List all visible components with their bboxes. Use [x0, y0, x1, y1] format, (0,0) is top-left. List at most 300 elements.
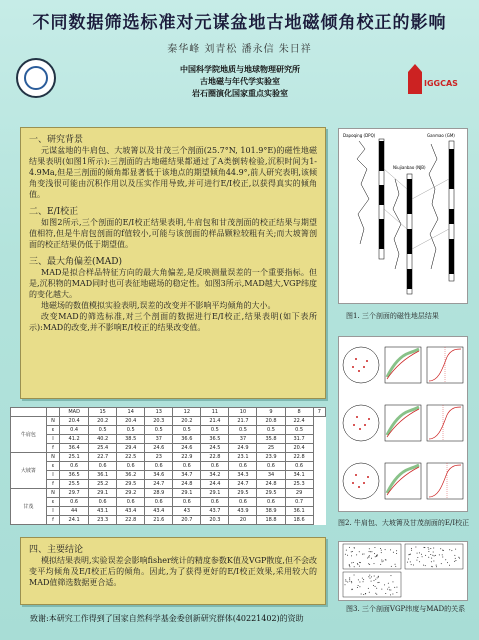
table-header-cell: 7	[313, 408, 325, 417]
figure1-col-title: Niujianbao (NJB)	[393, 165, 426, 170]
table-cell: 41.2	[60, 435, 89, 444]
table-cell: 0.6	[229, 498, 257, 507]
table-cell: 43.9	[229, 507, 257, 516]
scatter-point	[375, 556, 376, 557]
table-cell: 20.4	[285, 444, 313, 453]
logo-right-text: IGGCAS	[424, 79, 458, 88]
scatter-point	[449, 565, 450, 566]
scatter-point	[349, 577, 350, 578]
section2-heading: 二、E/I校正	[29, 207, 79, 217]
table-row-param: ε	[46, 462, 59, 471]
affiliation-1: 中国科学院地质与地球物理研究所	[180, 64, 300, 74]
table-cell: 20.4	[117, 417, 145, 426]
scatter-point	[373, 585, 374, 586]
table-cell: 22.9	[173, 453, 201, 462]
scatter-point	[390, 590, 391, 591]
table-cell: 22.8	[201, 453, 229, 462]
table-cell: 35.8	[257, 435, 285, 444]
scatter-point	[443, 550, 444, 551]
scatter-point	[374, 553, 375, 554]
scatter-point	[413, 564, 414, 565]
affiliation-2: 古地磁与年代学实验室	[200, 76, 280, 86]
affiliation-3: 岩石圈演化国家重点实验室	[192, 88, 288, 98]
scatter-point	[391, 566, 392, 567]
scatter-point	[388, 583, 389, 584]
table-cell: 34.7	[173, 471, 201, 480]
scatter-point	[374, 576, 375, 577]
section1-heading: 一、研究背景	[29, 135, 84, 145]
table-cell: 29.5	[117, 480, 145, 489]
scatter-point	[359, 551, 360, 552]
scatter-point	[425, 565, 426, 566]
table-row-param: N	[46, 453, 59, 462]
table-cell: 20.4	[60, 417, 89, 426]
scatter-point	[432, 566, 433, 567]
table-cell: 25.2	[89, 480, 117, 489]
scatter-point	[454, 555, 455, 556]
scatter-point	[349, 564, 350, 565]
scatter-point	[442, 550, 443, 551]
scatter-point	[358, 579, 359, 580]
scatter-point	[345, 579, 346, 580]
scatter-point	[377, 582, 378, 583]
scatter-point	[357, 564, 358, 565]
table-cell: 36.4	[60, 444, 89, 453]
scatter-point	[375, 579, 376, 580]
scatter-point	[458, 557, 459, 558]
scatter-point	[425, 555, 426, 556]
cas-logo-icon	[16, 58, 56, 98]
iggcas-logo-icon	[406, 62, 462, 100]
scatter-point	[358, 585, 359, 586]
scatter-point	[345, 554, 346, 555]
figure2-row-njb	[343, 347, 463, 383]
scatter-point	[369, 578, 370, 579]
table-cell: 29	[285, 489, 313, 498]
scatter-point	[385, 593, 386, 594]
table-row	[11, 462, 326, 471]
scatter-point	[354, 547, 355, 548]
scatter-point	[351, 581, 352, 582]
table-cell: 0.6	[60, 462, 89, 471]
table-cell: 20.8	[257, 417, 285, 426]
poster-title: 不同数据筛选标准对元谋盆地古地磁倾角校正的影响	[32, 13, 447, 33]
figure1-col-title: Dapoqing (DPQ)	[343, 133, 376, 138]
scatter-point	[455, 558, 456, 559]
table-cell: 0.6	[285, 462, 313, 471]
scatter-point	[369, 575, 370, 576]
table-cell: 0.5	[173, 426, 201, 435]
scatter-point	[359, 586, 360, 587]
scatter-point	[346, 581, 347, 582]
scatter-point	[356, 554, 357, 555]
scatter-point	[423, 565, 424, 566]
scatter-point	[449, 549, 450, 550]
scatter-point	[392, 593, 393, 594]
table-row-param: ε	[46, 426, 59, 435]
scatter-point	[349, 581, 350, 582]
table-cell: 29.1	[173, 489, 201, 498]
scatter-point	[373, 580, 374, 581]
scatter-point	[349, 566, 350, 567]
scatter-point	[371, 576, 372, 577]
scatter-point	[380, 564, 381, 565]
scatter-point	[428, 557, 429, 558]
table-header-cell: 11	[201, 408, 229, 417]
table-cell: 38.9	[257, 507, 285, 516]
scatter-point	[396, 550, 397, 551]
scatter-point	[408, 554, 409, 555]
section1-body: 元谋盆地的牛肩包、大坡箐以及甘茂三个剖面(25.7°N, 101.9°E)的磁性地磁结果表明(如图1所示):三剖面的古地磁结果都通过了A类倒转检验,沉积时间为1-4.9Ma,但是三剖面的倾角都显著低于该地点的期望倾角44.9°,前人研究表明,该倾角变浅很可能由沉积作用以及压实作用导致,并可进行E/I校正,以获得真实的倾角值。	[29, 146, 317, 199]
table-row	[11, 426, 326, 435]
scatter-point	[396, 587, 397, 588]
table-header-cell: MAD	[60, 408, 89, 417]
scatter-point	[432, 555, 433, 556]
scatter-point	[379, 582, 380, 583]
scatter-point	[392, 581, 393, 582]
table-cell: 29.1	[89, 489, 117, 498]
table-cell: 43.4	[117, 507, 145, 516]
scatter-point	[455, 549, 456, 550]
table-cell: 34	[257, 471, 285, 480]
scatter-point	[390, 594, 391, 595]
table-cell: 24.9	[229, 444, 257, 453]
table-cell: 0.6	[60, 498, 89, 507]
scatter-point	[381, 559, 382, 560]
scatter-point	[411, 548, 412, 549]
table-row	[11, 417, 326, 426]
scatter-point	[363, 554, 364, 555]
table-cell: 0.6	[89, 498, 117, 507]
scatter-point	[396, 592, 397, 593]
scatter-point	[411, 564, 412, 565]
table-cell: 38.5	[117, 435, 145, 444]
table-cell: 0.4	[60, 426, 89, 435]
table-cell: 36.6	[173, 435, 201, 444]
scatter-point	[370, 551, 371, 552]
scatter-point	[417, 557, 418, 558]
scatter-point	[381, 550, 382, 551]
table-cell: 0.6	[257, 462, 285, 471]
acknowledgement: 致谢:本研究工作得到了国家自然科学基金委创新研究群体(40221402)的资助	[30, 614, 304, 623]
scatter-point	[376, 588, 377, 589]
scatter-point	[363, 581, 364, 582]
scatter-point	[368, 588, 369, 589]
scatter-point	[424, 547, 425, 548]
scatter-point	[362, 554, 363, 555]
scatter-point	[428, 549, 429, 550]
figure2-row-dpq	[343, 405, 463, 441]
table-cell: 31.7	[285, 435, 313, 444]
table-cell: 23	[145, 453, 173, 462]
scatter-point	[357, 563, 358, 564]
scatter-point	[357, 587, 358, 588]
figure1-magnetostratigraphy	[338, 128, 468, 304]
scatter-point	[407, 562, 408, 563]
figure2-ei-correction	[338, 336, 468, 512]
table-header-cell: 15	[89, 408, 117, 417]
scatter-point	[424, 547, 425, 548]
scatter-point	[351, 562, 352, 563]
table-group-name: 牛肩包	[11, 417, 47, 453]
figure2-caption: 图2. 牛肩包、大坡箐及甘茂剖面的E/I校正	[338, 519, 470, 527]
table-cell: 0.6	[229, 462, 257, 471]
table-group-name: 甘茂	[11, 489, 47, 525]
table-cell: 22.5	[117, 453, 145, 462]
table-header-cell: 13	[145, 408, 173, 417]
scatter-point	[439, 554, 440, 555]
table-cell: 23.1	[229, 453, 257, 462]
scatter-point	[395, 564, 396, 565]
table-row	[11, 444, 326, 453]
table-cell: 20.3	[201, 516, 229, 525]
scatter-point	[389, 589, 390, 590]
section3-heading: 三、最大角偏差(MAD)	[29, 257, 122, 267]
table-cell: 24.5	[201, 444, 229, 453]
scatter-point	[384, 584, 385, 585]
scatter-point	[396, 553, 397, 554]
scatter-point	[442, 556, 443, 557]
table-cell: 22.7	[89, 453, 117, 462]
scatter-point	[363, 594, 364, 595]
scatter-point	[371, 551, 372, 552]
table-cell: 24.1	[60, 516, 89, 525]
table-cell: 23.9	[257, 453, 285, 462]
scatter-point	[369, 555, 370, 556]
table-cell: 0.5	[229, 426, 257, 435]
scatter-point	[365, 593, 366, 594]
table-cell: 0.5	[145, 426, 173, 435]
table-cell: 0.5	[117, 426, 145, 435]
table-cell: 36.2	[117, 471, 145, 480]
scatter-point	[447, 562, 448, 563]
scatter-point	[349, 565, 350, 566]
scatter-point	[378, 576, 379, 577]
scatter-point	[431, 561, 432, 562]
table-cell: 37	[145, 435, 173, 444]
section3-body-3: 改变MAD的筛选标准,对三个剖面的数据进行E/I校正,结果表明(如下表所示):MAD的改变,并不影响E/I校正的结果改变值。	[29, 312, 317, 332]
table-cell: 40.2	[89, 435, 117, 444]
table-cell: 29.1	[201, 489, 229, 498]
table-header-cell: 8	[285, 408, 313, 417]
scatter-point	[421, 554, 422, 555]
table-cell: 0.6	[173, 462, 201, 471]
scatter-point	[368, 556, 369, 557]
table-cell: 34.2	[201, 471, 229, 480]
section3-body-2: 地磁场的数值模拟实验表明,误差的改变并不影响平均倾角的大小。	[41, 301, 276, 310]
scatter-point	[434, 555, 435, 556]
section2-body: 如图2所示,三个剖面的E/I校正结果表明,牛肩包和甘茂剖面的校正结果与期望值相符,但是牛肩包剖面的f值较小,可能与该剖面的样品颗粒较粗有关;而大坡箐剖面的校正结果仍低于期望值。	[29, 218, 317, 249]
scatter-point	[459, 558, 460, 559]
scatter-point	[385, 559, 386, 560]
table-cell: 24.8	[173, 480, 201, 489]
scatter-point	[351, 555, 352, 556]
table-cell: 20.3	[145, 417, 173, 426]
table-cell: 0.5	[89, 426, 117, 435]
scatter-point	[417, 553, 418, 554]
scatter-point	[419, 552, 420, 553]
table-cell: 29.5	[229, 489, 257, 498]
table-cell: 21.6	[145, 516, 173, 525]
table-cell: 21.7	[229, 417, 257, 426]
scatter-point	[376, 556, 377, 557]
scatter-point	[433, 561, 434, 562]
scatter-point	[351, 551, 352, 552]
scatter-point	[388, 587, 389, 588]
scatter-point	[359, 562, 360, 563]
table-header-cell: 9	[257, 408, 285, 417]
table-cell: 43.7	[201, 507, 229, 516]
table-row	[11, 435, 326, 444]
table-row-param: f	[46, 516, 59, 525]
table-cell: 0.6	[257, 498, 285, 507]
table-cell: 23.3	[89, 516, 117, 525]
table-row	[11, 507, 326, 516]
scatter-point	[359, 582, 360, 583]
section4-body: 模拟结果表明,实验误差会影响fisher统计的精度参数K值及VGP散度,但不会改变平均倾角及E/I校正后的倾角。因此,为了获得更好的E/I校正效果,采用较大的MAD值筛选数据更合适。	[29, 556, 317, 587]
scatter-point	[415, 547, 416, 548]
table-cell: 24.7	[229, 480, 257, 489]
table-row	[11, 453, 326, 462]
scatter-point	[409, 554, 410, 555]
scatter-point	[430, 554, 431, 555]
scatter-point	[390, 549, 391, 550]
table-cell: 29.2	[117, 489, 145, 498]
scatter-point	[353, 562, 354, 563]
section4-heading: 四、主要结论	[29, 545, 84, 555]
scatter-point	[390, 575, 391, 576]
table-cell: 25.1	[60, 453, 89, 462]
scatter-point	[419, 561, 420, 562]
table-cell: 18.8	[257, 516, 285, 525]
scatter-point	[375, 593, 376, 594]
scatter-point	[383, 560, 384, 561]
table-cell: 25.5	[60, 480, 89, 489]
table-cell: 0.5	[285, 426, 313, 435]
scatter-point	[354, 575, 355, 576]
table-cell: 34.1	[285, 471, 313, 480]
scatter-point	[430, 548, 431, 549]
scatter-point	[428, 547, 429, 548]
table-cell: 22.8	[285, 453, 313, 462]
scatter-point	[385, 549, 386, 550]
scatter-point	[359, 566, 360, 567]
scatter-point	[374, 563, 375, 564]
table-cell: 0.5	[257, 426, 285, 435]
table-cell: 0.5	[201, 426, 229, 435]
scatter-point	[371, 581, 372, 582]
scatter-point	[408, 559, 409, 560]
table-row	[11, 498, 326, 507]
scatter-point	[346, 550, 347, 551]
scatter-point	[433, 552, 434, 553]
table-cell: 24.7	[145, 480, 173, 489]
scatter-point	[349, 579, 350, 580]
scatter-point	[349, 547, 350, 548]
table-header-cell: 14	[117, 408, 145, 417]
table-cell: 0.6	[201, 462, 229, 471]
figure2-row-gm	[343, 463, 463, 499]
table-cell: 0.6	[117, 498, 145, 507]
scatter-point	[377, 577, 378, 578]
table-row	[11, 471, 326, 480]
table-row-param: N	[46, 489, 59, 498]
table-cell: 37	[229, 435, 257, 444]
scatter-point	[395, 566, 396, 567]
scatter-point	[433, 548, 434, 549]
table-row	[11, 489, 326, 498]
scatter-point	[347, 555, 348, 556]
scatter-point	[369, 548, 370, 549]
scatter-point	[381, 552, 382, 553]
table-cell: 24.6	[173, 444, 201, 453]
scatter-point	[345, 584, 346, 585]
scatter-point	[410, 561, 411, 562]
scatter-point	[361, 593, 362, 594]
scatter-point	[369, 592, 370, 593]
table-cell: 25.4	[89, 444, 117, 453]
table-cell: 22.4	[285, 417, 313, 426]
scatter-point	[436, 566, 437, 567]
table-cell: 28.9	[145, 489, 173, 498]
table-row-param: N	[46, 417, 59, 426]
table-row	[11, 480, 326, 489]
authors: 秦华峰 刘青松 潘永信 朱日祥	[167, 44, 312, 55]
table-cell: 44	[60, 507, 89, 516]
table-cell: 24.4	[201, 480, 229, 489]
table-body	[11, 417, 326, 525]
section3-body-1: MAD是拟合样品特征方向的最大角偏差,是反映测量误差的一个重要指标。但是,沉积物的MAD同时也可表征地磁场的稳定性。如图3所示,MAD越大,VGP纬度的变化越大。	[29, 268, 317, 299]
table-header-cell: 10	[229, 408, 257, 417]
table-cell: 20.7	[173, 516, 201, 525]
table-header-row	[11, 408, 326, 417]
figure3-caption: 图3. 三个剖面VGP纬度与MAD的关系	[346, 605, 466, 613]
table-cell: 0.6	[117, 462, 145, 471]
scatter-point	[374, 547, 375, 548]
table-row-param: f	[46, 480, 59, 489]
scatter-point	[431, 558, 432, 559]
table-cell: 34.6	[145, 471, 173, 480]
sections-1-3-panel	[20, 127, 326, 399]
scatter-point	[375, 586, 376, 587]
figure3-vgp-vs-mad	[338, 541, 468, 601]
scatter-point	[362, 578, 363, 579]
table-row-param: I	[46, 507, 59, 516]
table-cell: 25.3	[285, 480, 313, 489]
table-cell: 43.4	[145, 507, 173, 516]
table-cell: 36.5	[201, 435, 229, 444]
scatter-point	[376, 594, 377, 595]
table-cell: 0.6	[201, 498, 229, 507]
table-cell: 36.1	[89, 471, 117, 480]
scatter-point	[367, 558, 368, 559]
scatter-point	[435, 555, 436, 556]
figure1-col-title: Ganmao (GM)	[427, 133, 455, 138]
table-cell: 18.6	[285, 516, 313, 525]
scatter-point	[394, 587, 395, 588]
table-cell: 20	[229, 516, 257, 525]
scatter-point	[368, 563, 369, 564]
section4-panel	[20, 537, 326, 605]
scatter-point	[381, 589, 382, 590]
scatter-point	[445, 559, 446, 560]
table-cell: 24.8	[257, 480, 285, 489]
table-cell: 36.1	[285, 507, 313, 516]
table-row-param: ε	[46, 498, 59, 507]
mad-ei-table	[10, 407, 326, 525]
table-cell: 21.4	[201, 417, 229, 426]
table-cell: 0.6	[173, 498, 201, 507]
